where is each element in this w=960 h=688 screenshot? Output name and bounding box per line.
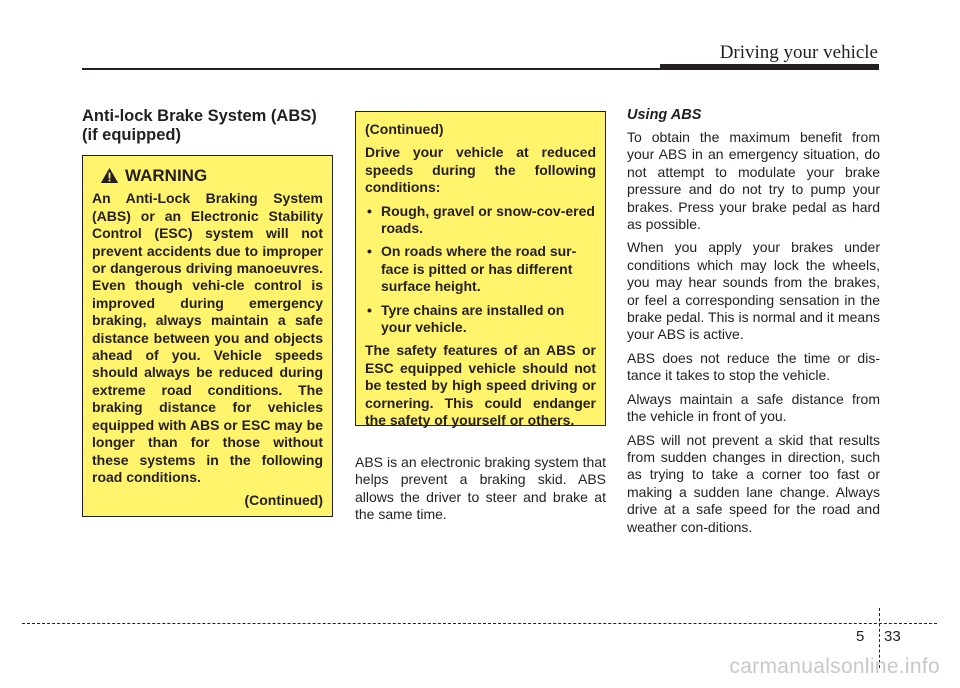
warning-title: WARNING bbox=[125, 166, 208, 185]
warning2-closing: The safety features of an ABS or ESC equipped vehicle should not be tested by high speed driving or cornering. This could endanger the safety of yourself or others. bbox=[365, 342, 596, 429]
paragraph: ABS does not reduce the time or dis-tance it takes to stop the vehicle. bbox=[627, 349, 880, 384]
list-item: • Rough, gravel or snow-cov-ered roads. bbox=[365, 203, 596, 238]
warning-continued: (Continued) bbox=[244, 492, 323, 509]
paragraph: Always maintain a safe distance from the vehicle in front of you. bbox=[627, 390, 880, 425]
paragraph: When you apply your brakes under conditions which may lock the wheels, you may hear sounds from the brakes, or feel a corresponding sensation in the brake pedal. This is normal and it means your ABS is active. bbox=[627, 239, 880, 343]
warning-box bbox=[82, 155, 333, 517]
warning2-continued-label: (Continued) bbox=[365, 121, 444, 137]
watermark: carmanualsonline.info bbox=[729, 655, 940, 678]
warning2-bullet-list bbox=[365, 203, 596, 337]
warning-text: An Anti-Lock Braking System (ABS) or an Electronic Stability Control (ESC) system will not prevent accidents due to improper or dangerous driving manoeuvres. Even though vehi-cle control is improved during emergency braking, always maintain a safe distance between you and objects ahead of you. Vehicle speeds should always be reduced during extreme road conditions. The braking distance for vehicles equipped with ABS or ESC may be longer than for those without these systems in the following road conditions. bbox=[92, 190, 323, 485]
section-number: 5 bbox=[856, 628, 865, 645]
list-item: • Tyre chains are installed on your vehicle. bbox=[365, 302, 596, 337]
paragraph: To obtain the maximum benefit from your ABS in an emergency situation, do not attempt to modulate your brake pressure and do not try to pump your brakes. Press your brake pedal as hard as possible. bbox=[627, 129, 880, 233]
warning2-intro: Drive your vehicle at reduced speeds during the following conditions: bbox=[365, 144, 596, 196]
warning-triangle-icon bbox=[100, 167, 119, 184]
page-number: 33 bbox=[884, 628, 901, 645]
section-title: Anti-lock Brake System (ABS) (if equipped) bbox=[82, 107, 317, 144]
using-abs-heading: Using ABS bbox=[627, 107, 702, 123]
header-title: Driving your vehicle bbox=[719, 42, 878, 63]
footer-divider bbox=[22, 623, 937, 624]
paragraph: ABS will not prevent a skid that results from sudden changes in direction, such as trying to take a corner too fast or making a sudden lane change. Always drive at a safe speed for the road and weather con-ditions. bbox=[627, 431, 880, 535]
header-rule-accent bbox=[660, 64, 879, 70]
abs-intro-paragraph: ABS is an electronic braking system that helps prevent a braking skid. ABS allows the driver to steer and brake at the same time. bbox=[355, 454, 606, 523]
list-item: • On roads where the road sur-face is pitted or has different surface height. bbox=[365, 243, 596, 295]
using-abs-section bbox=[627, 107, 880, 542]
warning-heading bbox=[100, 167, 323, 184]
warning-box-continued bbox=[355, 111, 606, 429]
